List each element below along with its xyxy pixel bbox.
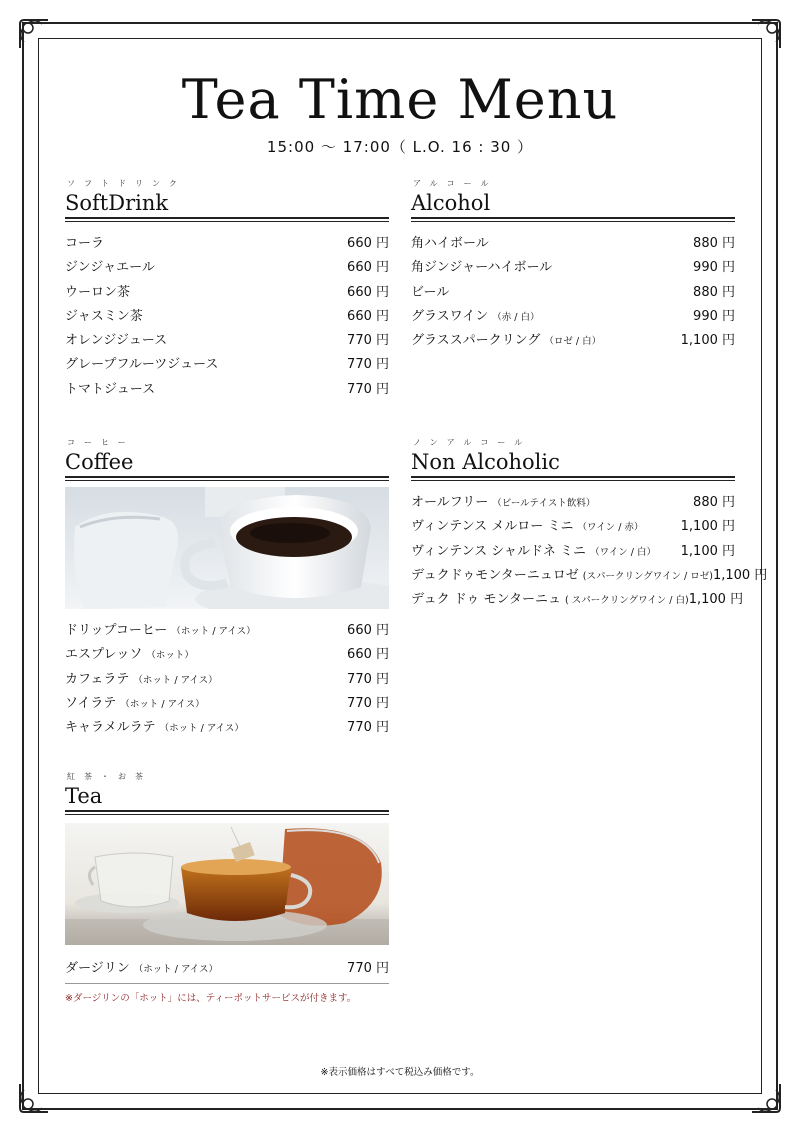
section-alcohol [411,178,735,353]
item-name: ビール [411,284,450,300]
item-note: （ホット） [146,650,194,662]
item-price: 1,100 円 [688,592,744,608]
item-name: ダージリン [65,961,130,976]
item-name-group [65,232,104,251]
menu-item [411,491,735,515]
item-note: （ホット / アイス） [133,674,218,686]
item-list [65,957,389,981]
menu-item [65,232,389,256]
section-title: Non Alcoholic [411,450,560,474]
item-list [411,232,735,353]
item-name: 角ジンジャーハイボール [411,260,553,276]
item-list [65,232,389,402]
item-name: デュクドゥモンターニュロゼ [411,567,579,583]
tea-note: ※ダージリンの「ホット」には、ティーポットサービスが付きます。 [65,993,357,1005]
item-name: ウーロン茶 [65,284,131,300]
item-name-group [65,329,167,348]
item-note: （ホット / アイス） [159,723,244,735]
item-price: 990 円 [693,308,735,324]
menu-item [65,957,389,981]
menu-item [65,692,389,716]
item-name: ヴィンテンス メルロー ミニ [411,519,574,535]
item-price: 770 円 [347,671,389,687]
item-name: ソイラテ [65,695,117,711]
item-name-group [411,491,595,510]
section-softdrink [65,178,389,402]
item-name-group [411,564,713,583]
item-name-group [411,232,489,251]
item-name: オールフリー [411,495,489,510]
menu-item [65,353,389,377]
divider [411,221,735,222]
section-title: SoftDrink [65,191,169,215]
section-title: Coffee [65,450,134,474]
item-name: 角ハイボール [411,236,489,251]
item-price: 880 円 [693,236,735,251]
item-price: 1,100 円 [680,543,735,559]
item-name-group [65,353,218,372]
item-name: キャラメルラテ [65,720,156,736]
section-ruby: コーヒー [67,438,135,447]
item-name-group [411,256,552,275]
item-note: （ホット / アイス） [171,626,256,637]
item-name-group [65,619,256,638]
item-price: 1,100 円 [680,519,735,535]
item-name: コーラ [65,236,105,251]
menu-item [411,329,735,353]
divider [65,983,389,984]
item-name-group [65,281,130,300]
menu-item [65,668,389,692]
item-price: 770 円 [347,961,389,976]
divider [65,480,389,481]
section-ruby: ノンアルコール [413,438,532,447]
item-name: ジンジャエール [65,260,155,276]
section-ruby: ソフトドリンク [67,179,186,188]
corner-ornament-icon [16,16,52,52]
item-name-group [65,378,155,397]
menu-item [411,281,735,305]
menu-item [65,716,389,740]
item-note: ( スパークリングワイン / 白) [565,595,689,607]
divider [411,217,735,219]
divider [65,476,389,478]
item-name: トマトジュース [65,381,156,397]
item-name: ヴィンテンス シャルドネ ミニ [411,543,587,559]
item-price: 990 円 [693,260,735,276]
item-name-group [65,256,155,275]
item-name: エスプレッソ [65,647,143,663]
section-nonalcoholic [411,437,768,612]
item-name-group [65,668,218,687]
item-note: （赤 / 白） [492,311,540,323]
item-price: 660 円 [347,236,389,251]
item-name-group [65,643,194,662]
item-note: （ワイン / 白） [590,546,657,558]
item-name-group [65,305,143,324]
item-price: 660 円 [347,623,389,638]
menu-item [411,256,735,280]
corner-ornament-icon [748,1080,784,1116]
item-price: 1,100 円 [712,567,768,583]
divider [411,476,735,478]
menu-item [411,588,744,612]
item-price: 1,100 円 [680,333,735,349]
menu-item [411,232,735,256]
item-name: グレープフルーツジュース [65,357,219,373]
item-note: （ホット / アイス） [133,964,219,975]
menu-item [411,515,735,539]
item-name: カフェラテ [65,671,130,687]
item-price: 660 円 [347,308,389,324]
menu-item [65,643,389,667]
item-price: 880 円 [693,495,735,510]
item-price: 770 円 [347,333,389,349]
item-name-group [411,588,689,607]
item-note: （ロゼ / 白） [544,336,602,348]
item-name-group [411,329,601,348]
menu-item [65,619,389,643]
menu-item [411,540,735,564]
item-note: (スパークリングワイン / ロゼ) [582,570,713,582]
corner-ornament-icon [748,16,784,52]
menu-item [65,329,389,353]
item-price: 660 円 [347,284,389,300]
tea-cup-photo [65,821,389,947]
menu-item [65,281,389,305]
divider [65,810,389,812]
item-name-group [411,540,656,559]
section-ruby: 紅茶・お茶 [67,772,152,781]
menu-item [65,305,389,329]
item-name-group [65,716,244,735]
item-price: 770 円 [347,381,389,397]
item-note: （ホット / アイス） [120,698,205,710]
item-note: （ワイン / 赤） [577,522,644,534]
section-ruby: アルコール [413,179,498,188]
item-name: グラスワイン [411,308,489,324]
item-name: オレンジジュース [65,333,168,349]
item-list [411,491,768,612]
item-price: 770 円 [347,695,389,711]
item-name-group [411,305,539,324]
item-name-group [65,957,218,976]
section-coffee [65,437,389,740]
item-price: 770 円 [347,720,389,736]
item-name-group [65,692,205,711]
item-name: グラススパークリング [411,333,541,349]
section-title: Alcohol [411,191,491,215]
menu-item [65,256,389,280]
section-title: Tea [65,784,103,808]
item-price: 770 円 [347,357,389,373]
tax-footnote: ※表示価格はすべて税込み価格です。 [320,1067,480,1078]
menu-item [65,378,389,402]
divider [411,480,735,481]
item-price: 660 円 [347,260,389,276]
coffee-cup-photo [65,487,389,609]
divider [65,217,389,219]
item-price: 660 円 [347,647,389,663]
divider [65,221,389,222]
item-name: ジャスミン茶 [65,308,143,324]
divider [65,814,389,815]
item-price: 880 円 [693,284,735,300]
item-name-group [411,281,449,300]
corner-ornament-icon [16,1080,52,1116]
menu-hours: 15:00 ～ 17:00（ L.O. 16 : 30 ） [266,138,534,156]
item-name-group [411,515,643,534]
menu-title: Tea Time Menu [181,68,619,131]
item-name: ドリップコーヒー [65,623,168,638]
item-list [65,619,389,740]
item-note: （ビールテイスト飲料） [492,498,596,509]
menu-item [411,564,768,588]
menu-item [411,305,735,329]
section-tea [65,771,389,1004]
item-name: デュク ドゥ モンターニュ [411,592,562,608]
